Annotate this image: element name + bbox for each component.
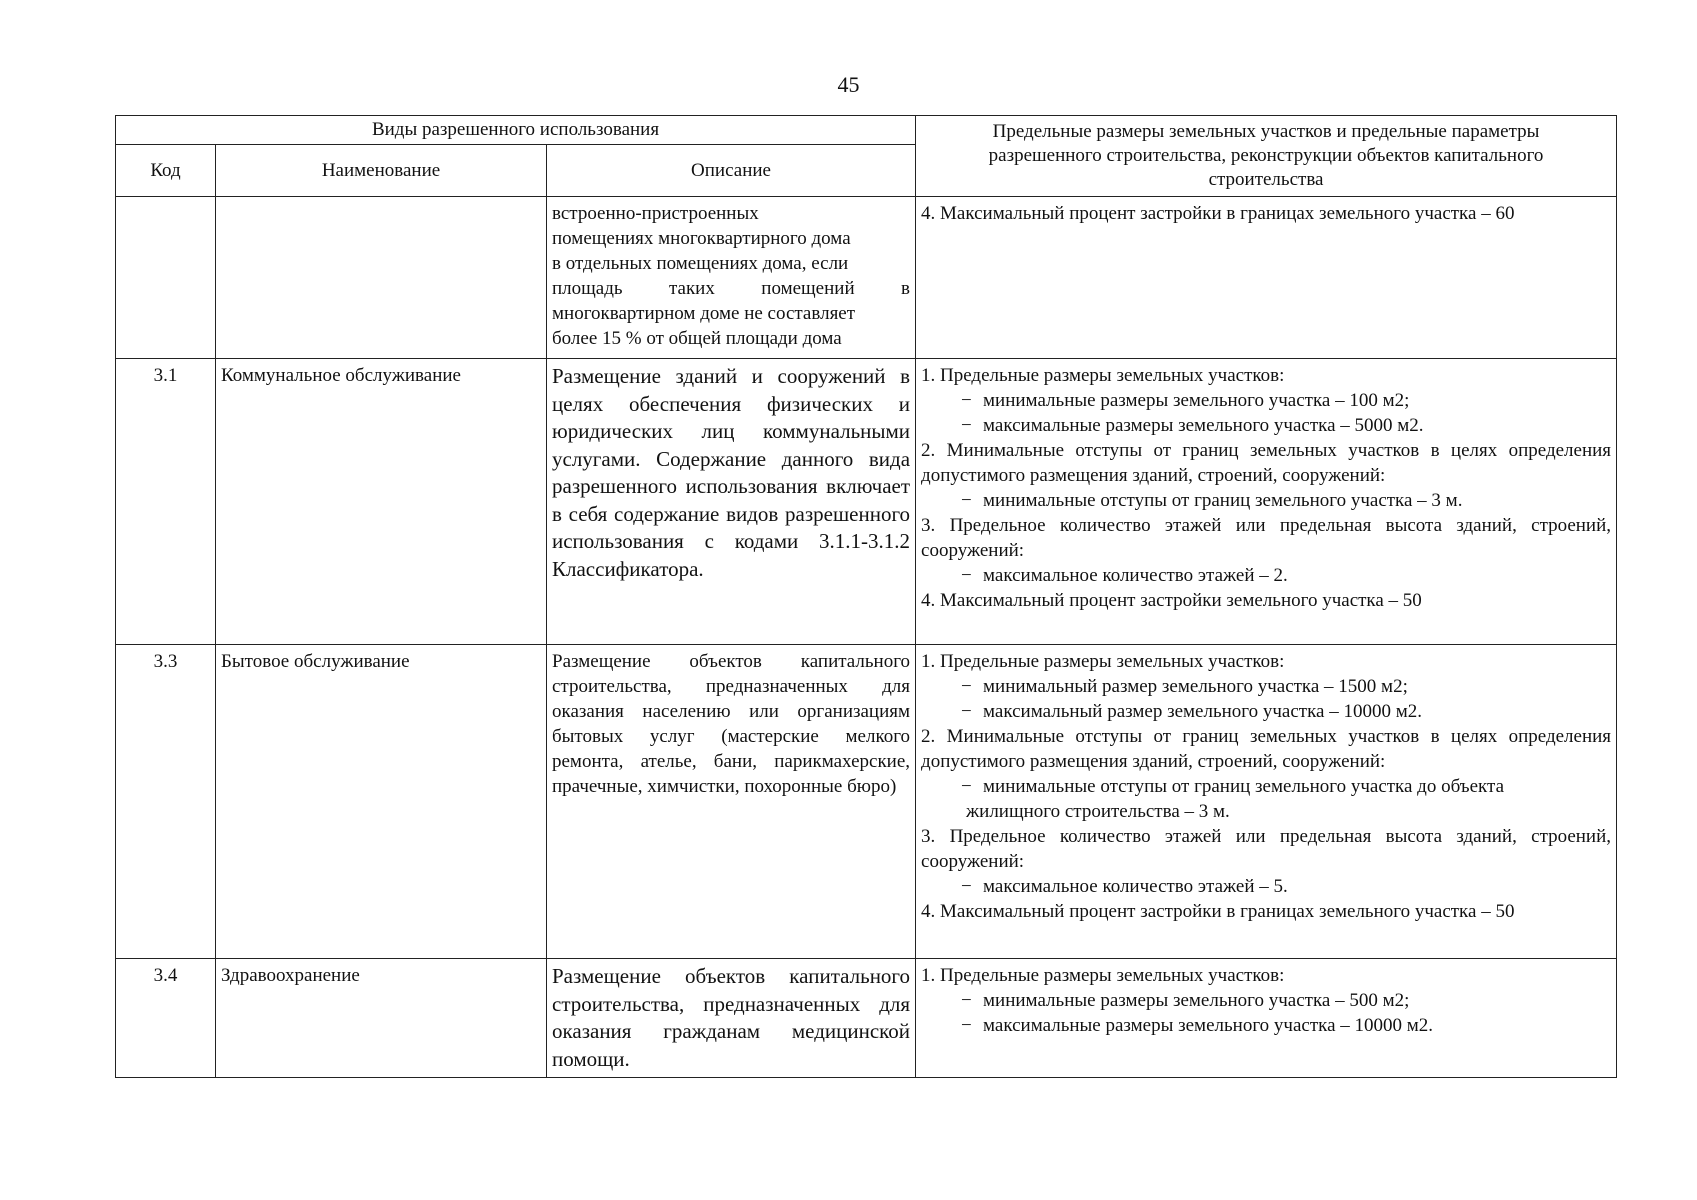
header-name: Наименование — [216, 145, 547, 197]
row-name — [216, 197, 547, 359]
header-code: Код — [116, 145, 216, 197]
param-line: 4. Максимальный процент застройки земельного участка – 50 — [921, 590, 1422, 611]
param-bullet: − минимальные отступы от границ земельного участка до объекта — [921, 774, 1611, 799]
table-row — [116, 359, 1617, 645]
header-description: Описание — [547, 145, 916, 197]
param-line: 2. Минимальные отступы от границ земельных участков в целях определения допустимого размещения зданий, строений, сооружений: — [921, 440, 1612, 486]
row-description: Размещение зданий и сооружений в целях обеспечения физических и юридических лиц коммунальными услугами. Содержание данного вида разрешенного использования включает в себя содержание видов разрешенного использования с кодами 3.1.1-3.1.2 Классификатора. — [547, 359, 916, 645]
param-line: 1. Предельные размеры земельных участков: — [921, 965, 1285, 986]
param-bullet: − минимальные отступы от границ земельного участка – 3 м. — [921, 488, 1611, 513]
desc-line: встроенно-пристроенных — [552, 203, 759, 224]
row-name: Бытовое обслуживание — [216, 645, 547, 959]
row-description: Размещение объектов капитального строительства, предназначенных для оказания населению или организациям бытовых услуг (мастерские мелкого ремонта, ателье, бани, парикмахерские, прачечные, химчистки, похоронные бюро) — [547, 645, 916, 959]
row-description: Размещение объектов капитального строительства, предназначенных для оказания гражданам медицинской помощи. — [547, 959, 916, 1078]
param-bullet: − минимальные размеры земельного участка – 500 м2; — [921, 988, 1611, 1013]
land-use-table — [115, 115, 1617, 1078]
page-number: 45 — [837, 72, 860, 97]
param-bullet: − максимальный размер земельного участка – 10000 м2. — [921, 699, 1611, 724]
param-line: 1. Предельные размеры земельных участков: — [921, 651, 1285, 672]
param-bullet: − максимальное количество этажей – 5. — [921, 874, 1611, 899]
header-permitted-uses: Виды разрешенного использования — [116, 116, 916, 145]
param-line: 1. Предельные размеры земельных участков: — [921, 365, 1285, 386]
row-description — [547, 197, 916, 359]
param-line: жилищного строительства – 3 м. — [966, 801, 1230, 822]
row-parameters — [916, 959, 1617, 1078]
param-bullet: − минимальные размеры земельного участка – 100 м2; — [921, 388, 1611, 413]
param-bullet: − минимальный размер земельного участка – 1500 м2; — [921, 674, 1611, 699]
table-row — [116, 959, 1617, 1078]
param-line: 3. Предельное количество этажей или предельная высота зданий, строений, сооружений: — [921, 826, 1612, 872]
row-parameters — [916, 197, 1617, 359]
row-code — [116, 197, 216, 359]
param-line: 3. Предельное количество этажей или предельная высота зданий, строений, сооружений: — [921, 515, 1612, 561]
param-line: 4. Максимальный процент застройки в границах земельного участка – 50 — [921, 901, 1515, 922]
desc-line: многоквартирном доме не составляет — [552, 303, 856, 324]
desc-line: помещениях многоквартирного дома — [552, 228, 851, 249]
param-bullet: − максимальные размеры земельного участка – 10000 м2. — [921, 1013, 1611, 1038]
table-row — [116, 645, 1617, 959]
row-parameters — [916, 359, 1617, 645]
param-line: 4. Максимальный процент застройки в границах земельного участка – 60 — [921, 203, 1515, 224]
row-parameters — [916, 645, 1617, 959]
table-row — [116, 197, 1617, 359]
row-code: 3.3 — [116, 645, 216, 959]
header-limits: Предельные размеры земельных участков и предельные параметры разрешенного строительства, реконструкции объектов капитального строительства — [916, 116, 1617, 197]
param-line: 2. Минимальные отступы от границ земельных участков в целях определения допустимого размещения зданий, строений, сооружений: — [921, 726, 1612, 772]
row-name: Коммунальное обслуживание — [216, 359, 547, 645]
row-code: 3.1 — [116, 359, 216, 645]
header-row-1 — [116, 116, 1617, 145]
desc-line: площадь таких помещений в — [552, 278, 911, 299]
param-bullet: − максимальное количество этажей – 2. — [921, 563, 1611, 588]
param-bullet: − максимальные размеры земельного участка – 5000 м2. — [921, 413, 1611, 438]
row-name: Здравоохранение — [216, 959, 547, 1078]
row-code: 3.4 — [116, 959, 216, 1078]
desc-line: более 15 % от общей площади дома — [552, 328, 842, 349]
desc-line: в отдельных помещениях дома, если — [552, 253, 849, 274]
